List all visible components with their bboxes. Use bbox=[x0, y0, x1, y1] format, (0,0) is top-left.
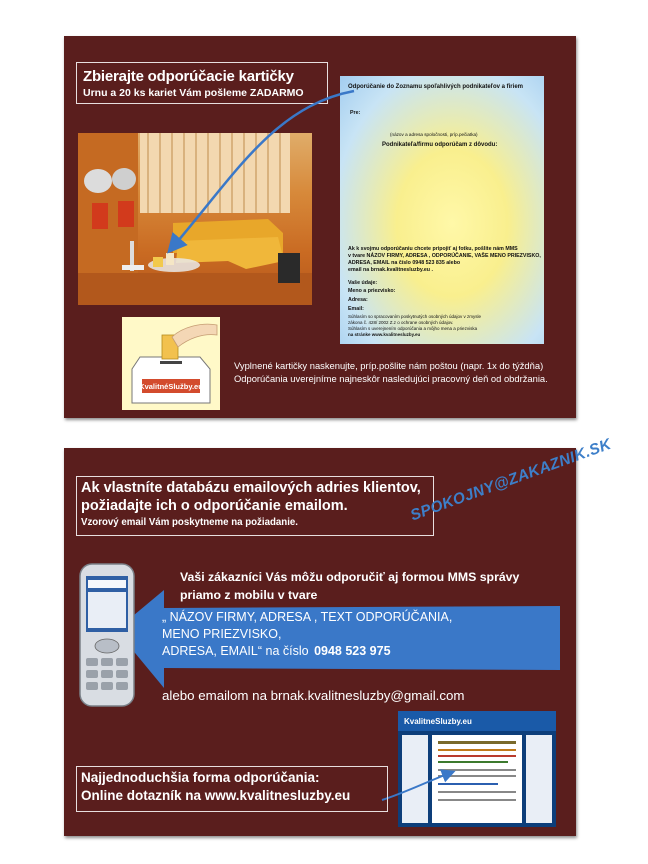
ballot-box-image bbox=[122, 317, 220, 410]
panel-collect-cards bbox=[64, 36, 576, 418]
mms-line1: Vaši zákazníci Vás môžu odporučiť aj formou MMS správy bbox=[180, 570, 520, 584]
card-pre: Pre: bbox=[350, 110, 361, 116]
scan-note-line1: Vyplnené kartičky naskenujte, príp.pošlite nám poštou (napr. 1x do týždňa) bbox=[234, 360, 544, 371]
card-name-field: Meno a priezvisko: bbox=[348, 288, 396, 294]
site-logo: KvalitneSluzby.eu bbox=[404, 717, 472, 726]
card-consent2: zákona č. 428/ 2002 Z.z o ochrane osobných údajov. bbox=[348, 320, 454, 325]
database-heading-line1: Ak vlastníte databázu emailových adries klientov, bbox=[81, 480, 421, 496]
card-company-hint: (názov a adresa spoločnosti, príp.pečiatka) bbox=[390, 132, 478, 137]
card-consent3: Súhlasím s uverejnením odporúčania a môjho mena a priezviska bbox=[348, 326, 478, 331]
online-form-heading-box bbox=[76, 766, 388, 812]
database-heading-line3: Vzorový email Vám poskytneme na požiadanie. bbox=[81, 517, 298, 528]
email-address-line: alebo emailom na brnak.kvalitnesluzby@gmail.com bbox=[162, 688, 465, 703]
card-title: Odporúčanie do Zoznamu spoľahlivých podnikateľov a firiem bbox=[348, 84, 523, 90]
online-form-line1: Najjednoduchšia forma odporúčania: bbox=[81, 770, 320, 785]
mms-line2: priamo z mobilu v tvare bbox=[180, 588, 318, 602]
card-email-field: Email: bbox=[348, 306, 364, 312]
satisfied-customer-stamp: SPOKOJNY@ZAKAZNIK.SK bbox=[408, 435, 614, 525]
card-mms-line4: email na brnak.kvalitnesluzby.eu . bbox=[348, 267, 433, 273]
scan-note-line2: Odporúčania uverejníme najneskôr nasledujúci pracovný deň od obdržania. bbox=[234, 373, 548, 384]
online-form-line2: Online dotazník na www.kvalitnesluzby.eu bbox=[81, 788, 351, 803]
collect-cards-heading: Zbierajte odporúčacie kartičky bbox=[83, 68, 294, 85]
card-address-field: Adresa: bbox=[348, 297, 368, 303]
phone-number: 0948 523 975 bbox=[314, 644, 391, 658]
card-consent4: na stránke www.kvalitnesluzby.eu bbox=[348, 332, 421, 337]
mms-format-line2: MENO PRIEZVISKO, bbox=[162, 627, 282, 641]
card-mms-line3: ADRESA, EMAIL na číslo 0948 523 835 alebo bbox=[348, 260, 461, 266]
card-consent1: Súhlasím so spracovaním poskytnutých osobných údajov v zmysle bbox=[348, 314, 482, 319]
card-your-data: Vaše údaje: bbox=[348, 280, 378, 286]
scan-note bbox=[234, 359, 564, 385]
card-mms-line1: Ak k svojmu odporúčaniu chcete pripojiť aj fotku, pošlite nám MMS bbox=[348, 246, 518, 252]
panel-email-mms bbox=[64, 435, 614, 836]
mms-format-line1: „ NÁZOV FIRMY, ADRESA , TEXT ODPORÚČANIA, bbox=[162, 610, 453, 624]
ballot-box-logo: KvalitnéSlužby.eu bbox=[139, 382, 203, 391]
card-mms-line2: v tvare NÁZOV FIRMY, ADRESA , ODPORÚČANIE, VAŠE MENO PRIEZVISKO, bbox=[348, 253, 541, 259]
mms-format-line3-prefix: ADRESA, EMAIL“ na číslo bbox=[162, 644, 313, 658]
card-reason: Podnikateľa/firmu odporúčam z dôvodu: bbox=[382, 142, 498, 148]
database-heading-line2: požiadajte ich o odporúčanie emailom. bbox=[81, 498, 348, 514]
collect-cards-subheading: Urnu a 20 ks kariet Vám pošleme ZADARMO bbox=[83, 87, 304, 99]
